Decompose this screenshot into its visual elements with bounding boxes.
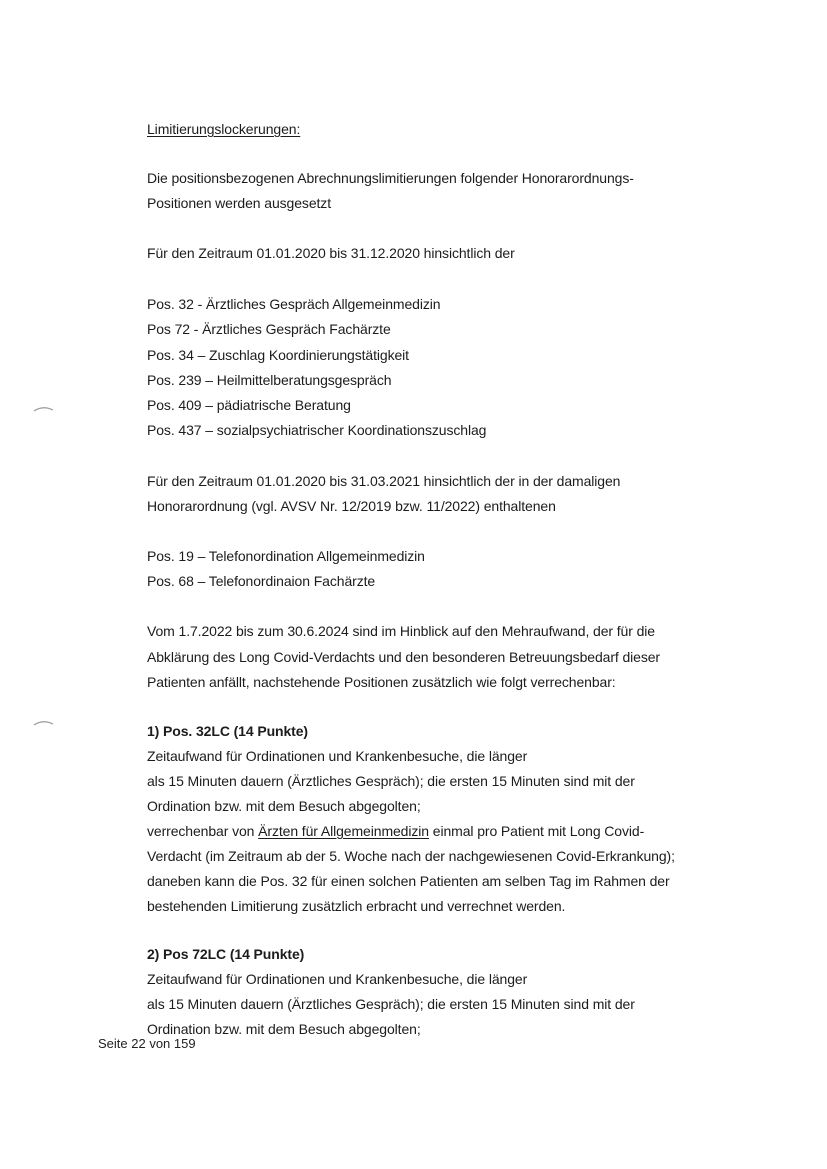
position-text: als 15 Minuten dauern (Ärztliches Gespräch); die ersten 15 Minuten sind mit der xyxy=(147,996,635,1012)
position-text: Verdacht (im Zeitraum ab der 5. Woche nach der nachgewiesenen Covid-Erkrankung); xyxy=(147,848,675,864)
intro-line: Positionen werden ausgesetzt xyxy=(147,195,331,211)
punch-hole-mark xyxy=(33,718,55,728)
list-item: Pos. 409 – pädiatrische Beratung xyxy=(147,397,351,413)
position-text: Zeitaufwand für Ordinationen und Krankenbesuche, die länger xyxy=(147,748,528,764)
position-title: 1) Pos. 32LC (14 Punkte) xyxy=(147,723,308,739)
period-statement: Für den Zeitraum 01.01.2020 bis 31.12.2020 hinsichtlich der xyxy=(147,245,515,261)
list-item: Pos. 19 – Telefonordination Allgemeinmedizin xyxy=(147,548,425,564)
specialty-underlined: Ärzten für Allgemeinmedizin xyxy=(258,823,429,839)
period-statement: Patienten anfällt, nachstehende Positionen zusätzlich wie folgt verrechenbar: xyxy=(147,674,616,690)
punch-hole-mark xyxy=(33,404,55,414)
period-statement: Für den Zeitraum 01.01.2020 bis 31.03.2021 hinsichtlich der in der damaligen xyxy=(147,473,621,489)
position-title: 2) Pos 72LC (14 Punkte) xyxy=(147,946,305,962)
list-item: Pos. 34 – Zuschlag Koordinierungstätigkeit xyxy=(147,347,409,363)
position-text-segment: verrechenbar von xyxy=(147,823,259,839)
list-item: Pos. 68 – Telefonordinaion Fachärzte xyxy=(147,573,376,589)
list-item: Pos. 239 – Heilmittelberatungsgespräch xyxy=(147,372,392,388)
list-item: Pos. 32 - Ärztliches Gespräch Allgemeinmedizin xyxy=(147,296,441,312)
position-text: als 15 Minuten dauern (Ärztliches Gespräch); die ersten 15 Minuten sind mit der xyxy=(147,773,635,789)
position-text: Zeitaufwand für Ordinationen und Krankenbesuche, die länger xyxy=(147,971,528,987)
period-statement: Abklärung des Long Covid-Verdachts und den besonderen Betreuungsbedarf dieser xyxy=(147,649,660,665)
period-statement: Vom 1.7.2022 bis zum 30.6.2024 sind im Hinblick auf den Mehraufwand, der für die xyxy=(147,623,655,639)
intro-line: Die positionsbezogenen Abrechnungslimitierungen folgender Honorarordnungs- xyxy=(147,170,634,186)
period-statement: Honorarordnung (vgl. AVSV Nr. 12/2019 bzw. 11/2022) enthaltenen xyxy=(147,498,556,514)
list-item: Pos 72 - Ärztliches Gespräch Fachärzte xyxy=(147,321,391,337)
list-item: Pos. 437 – sozialpsychiatrischer Koordinationszuschlag xyxy=(147,422,487,438)
position-text: Ordination bzw. mit dem Besuch abgegolten; xyxy=(147,798,421,814)
page-number: Seite 22 von 159 xyxy=(98,1036,196,1051)
position-text: Ordination bzw. mit dem Besuch abgegolten; xyxy=(147,1021,421,1037)
position-text: bestehenden Limitierung zusätzlich erbracht und verrechnet werden. xyxy=(147,898,566,914)
position-text xyxy=(147,822,644,840)
section-heading: Limitierungslockerungen: xyxy=(147,121,301,137)
position-text-segment: einmal pro Patient mit Long Covid- xyxy=(428,823,645,839)
position-text: daneben kann die Pos. 32 für einen solchen Patienten am selben Tag im Rahmen der xyxy=(147,873,670,889)
